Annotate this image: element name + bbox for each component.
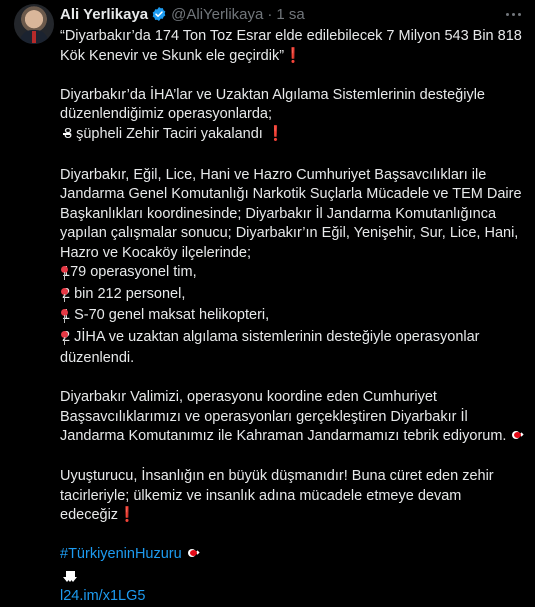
post-paragraph-2: Diyarbakır’da İHA’lar ve Uzaktan Algılama Sistemlerinin desteğiyle düzenlendiğimiz operasyonlarda; [60,86,485,122]
post-paragraph-1: “Diyarbakır’da 174 Ton Toz Esrar elde edilebilecek 7 Milyon 543 Bin 818 Kök Kenevir ve Skunk ele geçirdik” [60,28,522,64]
author-name[interactable]: Ali Yerlikaya [60,5,149,23]
bullet-item: 2 JİHA ve uzaktan algılama sistemlerinin desteğiyle operasyonlar düzenlendi. [60,328,480,366]
short-link[interactable]: l24.im/x1LG5 [60,588,146,604]
red-exclamation-icon: ❗ [118,507,137,523]
more-options-icon[interactable] [503,6,523,22]
post-time[interactable]: 1 sa [276,5,305,23]
avatar[interactable] [14,4,54,44]
bullet-item: 2 bin 212 personel, [62,285,186,302]
red-exclamation-icon: ❗ [284,47,303,64]
bullet-item: 1 S-70 genel maksat helikopteri, [62,307,270,323]
verified-badge-icon [151,6,167,22]
post-header [60,4,305,24]
post-paragraph-3: Diyarbakır, Eğil, Lice, Hani ve Hazro Cumhuriyet Başsavcılıkları ile Jandarma Genel Komutanlığı Narkotik Suçlarla Mücadele ve TEM Daire Başkanlıkları koordinesinde; Diyarbakır İl Jandarma Komutanlığınca yapılan çalışmalar sonucu; Diyarbakır’ın Eğil, Yenişehir, Sur, Lice, Hani, Hazro ve Kocaköy ilçelerinde; [60,166,522,261]
bullet-item: 179 operasyonel tim, [62,264,197,280]
arrest-line: 8 şüpheli Zehir Taciri yakalandı [64,125,263,142]
post-text [60,27,528,607]
red-exclamation-icon: ❗ [266,125,285,142]
author-handle[interactable]: @AliYerlikaya [171,5,264,23]
post-paragraph-4: Diyarbakır Valimizi, operasyonu koordine eden Cumhuriyet Başsavcılıklarımızı ve operasyonları gerçekleştiren Diyarbakır İl Jandarma Komutanımız ile Kahraman Jandarmamızı tebrik ediyorum. [60,389,507,444]
separator-dot: · [267,5,273,23]
post-paragraph-5: Uyuşturucu, İnsanlığın en büyük düşmanıdır! Buna cüret eden zehir tacirleriyle; ülkemiz ve insanlık adına mücadele etmeye devam edeceğiz [60,468,494,523]
hashtag-link[interactable]: #TürkiyeninHuzuru [60,546,182,562]
